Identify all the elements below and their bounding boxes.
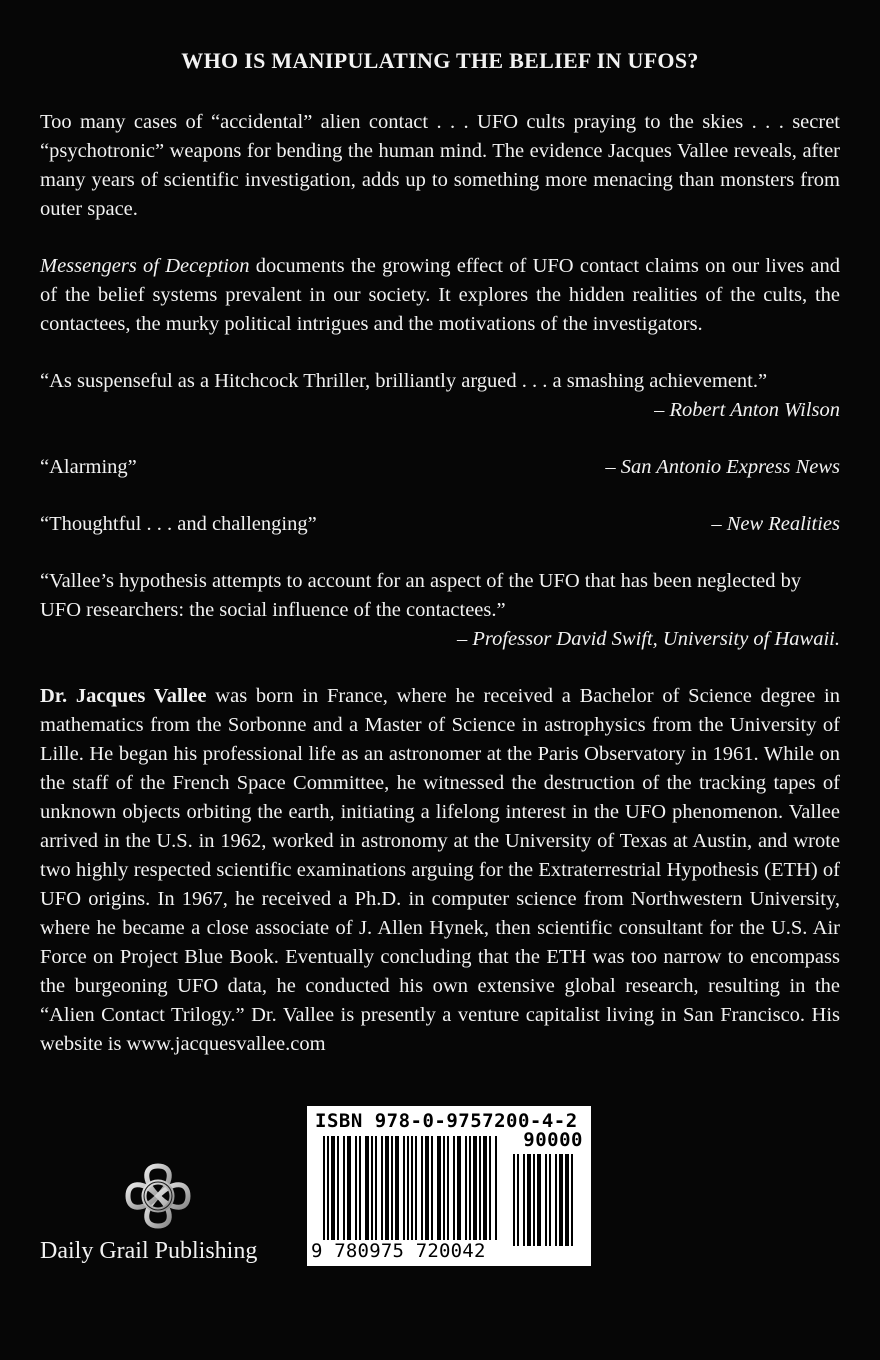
headline: WHO IS MANIPULATING THE BELIEF IN UFOS? [181,48,699,73]
barcode-bar [359,1136,361,1240]
barcode-bar [411,1136,413,1240]
barcode-bar [479,1136,481,1240]
barcode-bar [347,1136,351,1240]
intro-paragraph: Too many cases of “accidental” alien contact . . . UFO cults praying to the skies . . . secret “psychotronic” weapons for bending the human mind. The evidence Jacques Vallee reveals, after many years of scientific investigation, adds up to something more menacing than monsters from outer space. [40,111,840,220]
description-paragraph [40,252,840,339]
barcode-bar [337,1136,339,1240]
quote-source: – Professor David Swift, University of Hawaii. [456,628,840,650]
quote-source: – New Realities [711,513,840,535]
ean-bars [323,1136,507,1240]
barcode-bar [453,1136,455,1240]
barcode-bar [545,1154,547,1246]
barcode-bar [457,1136,461,1240]
bio-text: was born in France, where he received a Bachelor of Science degree in mathematics from the Sorbonne and a Master of Science in astrophysics from the University of Lille. He began his professional life as an astronomer at the Paris Observatory in 1961. While on the staff of the French Space Committee, he witnessed the destruction of the tracking tapes of unknown objects orbiting the earth, initiating a lifelong interest in the UFO phenomenon. Vallee arrived in the U.S. in 1962, worked in astronomy at the University of Texas at Austin, and wrote two highly respected scientific examinations arguing for the Extraterrestrial Hypothesis (ETH) of UFO origins. In 1967, he received a Ph.D. in computer science from Northwestern University, where he became a close associate of J. Allen Hynek, then scientific consultant for the U.S. Air Force on Project Blue Book. Eventually concluding that the ETH was too narrow to encompass the burgeoning UFO data, he conducted his own extensive global research, resulting in the “Alien Contact Trilogy.” Dr. Vallee is presently a venture capitalist living in San Francisco. His website is www.jacquesvallee.com [40,685,840,1055]
barcode-bar [403,1136,405,1240]
author-bio [40,682,840,1059]
barcode-bar [421,1136,423,1240]
publisher-name: Daily Grail Publishing [40,1238,258,1264]
barcode-bar [365,1136,369,1240]
barcode-bar [375,1136,377,1240]
barcode-bar [331,1136,335,1240]
quote-1 [40,367,840,425]
barcode-bar [549,1154,551,1246]
barcode-bar [437,1136,441,1240]
barcode-bar [431,1136,433,1240]
barcode-bar [489,1136,491,1240]
barcode-bar [495,1136,497,1240]
barcode-bar [537,1154,541,1246]
description-text: documents the growing effect of UFO contact claims on our lives and of the belief systems prevalent in our society. It explores the hidden realities of the cults, the contactees, the murky political intrigues and the motivations of the investigators. [40,255,840,335]
barcode-bar [447,1136,449,1240]
quote-text: “Thoughtful . . . and challenging” [40,513,317,535]
isbn-label: ISBN 978-0-9757200-4-2 [315,1110,578,1132]
quote-text: “As suspenseful as a Hitchcock Thriller, brilliantly argued . . . a smashing achievement.” [40,370,768,392]
barcode-bar [395,1136,399,1240]
barcode-bar [385,1136,389,1240]
back-cover [40,40,840,1059]
barcode-bar [391,1136,393,1240]
barcode-bar [559,1154,563,1246]
author-name: Dr. Jacques Vallee [40,685,207,707]
barcode-bar [355,1136,357,1240]
barcode-bar [517,1154,519,1246]
quote-source: – Robert Anton Wilson [654,399,840,421]
isbn-barcode [307,1106,591,1266]
price-code: 90000 [523,1129,583,1151]
barcode-bar [407,1136,409,1240]
barcode-bar [323,1136,325,1240]
book-title: Messengers of Deception [40,255,250,277]
ean-digits: 9 780975 720042 [311,1240,486,1262]
barcode-bar [443,1136,445,1240]
barcode-bar [371,1136,373,1240]
barcode-bar [327,1136,329,1240]
barcode-bar [415,1136,417,1240]
barcode-bar [343,1136,345,1240]
quote-source: – San Antonio Express News [605,456,840,478]
celtic-knot-icon [122,1160,194,1232]
barcode-bar [381,1136,383,1240]
barcode-bar [523,1154,525,1246]
addon-bars [513,1154,585,1246]
barcode-bar [555,1154,557,1246]
barcode-bar [571,1154,573,1246]
quote-text: “Alarming” [40,456,137,478]
barcode-bar [473,1136,477,1240]
quote-4 [40,567,840,654]
quote-3 [40,510,840,539]
barcode-bar [513,1154,515,1246]
barcode-bar [565,1154,569,1246]
quote-2 [40,453,840,482]
barcode-bar [469,1136,471,1240]
barcode-bar [425,1136,429,1240]
barcode-bar [465,1136,467,1240]
barcode-bar [527,1154,531,1246]
quote-text: “Vallee’s hypothesis attempts to account for an aspect of the UFO that has been neglected by UFO researchers: the social influence of the contactees.” [40,570,802,621]
barcode-bar [533,1154,535,1246]
barcode-bar [483,1136,487,1240]
